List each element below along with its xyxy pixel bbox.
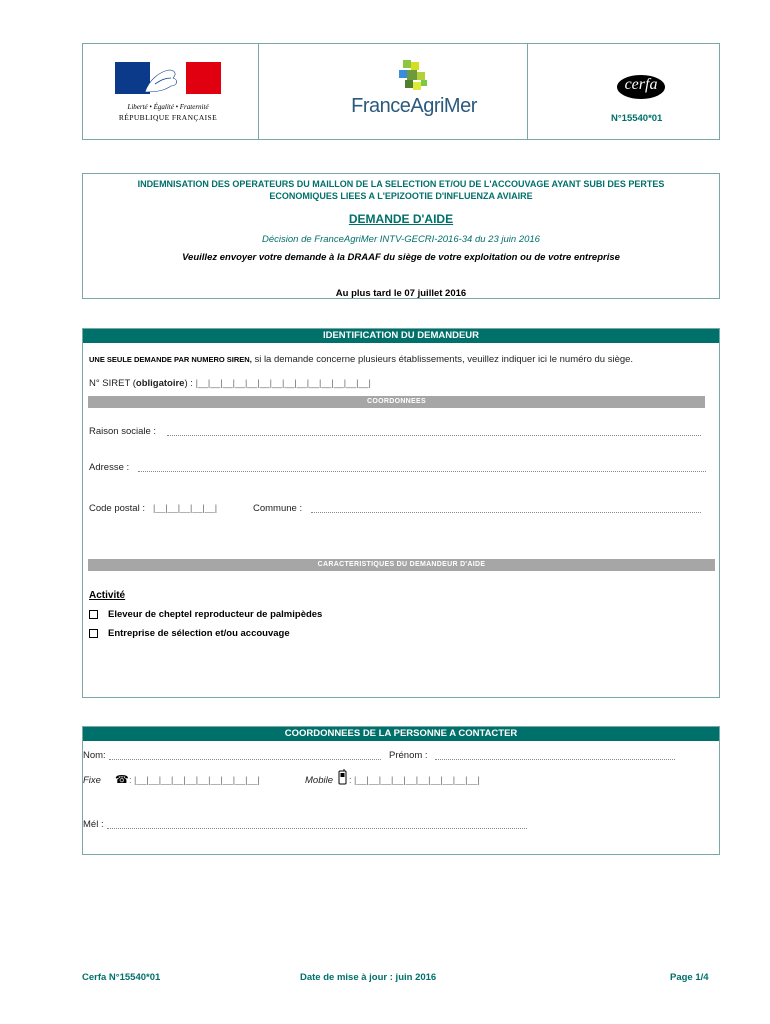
option-eleveur[interactable] — [89, 609, 322, 620]
deadline-text: Au plus tard le 07 juillet 2016 — [335, 288, 467, 299]
siret-required: obligatoire — [135, 378, 185, 389]
code-postal-input[interactable]: |__|__|__|__|__| — [153, 503, 218, 513]
telephone-icon: ☎ — [115, 774, 129, 786]
header-logos — [82, 43, 720, 140]
option-eleveur-label: Eleveur de cheptel reproducteur de palmipèdes — [108, 609, 323, 620]
commune-label: Commune : — [253, 503, 303, 514]
prenom-input[interactable] — [435, 759, 675, 760]
instruction-text: Veuillez envoyer votre demande à la DRAAF du siège de votre exploitation ou de votre entreprise — [182, 252, 620, 263]
cerfa-number: N°15540*01 — [611, 113, 663, 124]
mel-label: Mél : — [83, 819, 104, 830]
agency-name: FranceAgriMer — [351, 95, 477, 117]
siret-row — [89, 378, 371, 389]
siren-note — [89, 354, 715, 365]
footer-page: Page 1/4 — [670, 972, 709, 983]
checkbox-eleveur[interactable] — [89, 610, 98, 619]
contact-section — [82, 726, 720, 855]
checkbox-selection[interactable] — [89, 629, 98, 638]
republique-logo — [115, 62, 221, 122]
nom-label: Nom: — [83, 750, 106, 761]
fixe-input[interactable]: : |__|__|__|__|__|__|__|__|__|__| — [129, 775, 260, 785]
cerfa-logo — [616, 74, 666, 105]
decision-reference: Décision de FranceAgriMer INTV-GECRI-2016-34 du 23 juin 2016 — [262, 234, 540, 245]
franceagrimer-mosaic-icon — [397, 60, 431, 92]
fixe-label: Fixe — [83, 775, 101, 786]
title-block — [82, 173, 720, 299]
footer-cerfa: Cerfa N°15540*01 — [82, 972, 161, 983]
caracteristiques-band: CARACTERISTIQUES DU DEMANDEUR D'AIDE — [88, 559, 715, 571]
marianne-flag-icon — [115, 62, 221, 94]
option-selection[interactable] — [89, 628, 290, 639]
title-line1: INDEMNISATION DES OPERATEURS DU MAILLON DE LA SELECTION ET/OU DE L'ACCOUVAGE AYANT SUBI DES PERTES — [137, 179, 665, 189]
prenom-label: Prénom : — [389, 750, 428, 761]
mobile-phone-icon — [338, 769, 347, 785]
mobile-input[interactable]: : |__|__|__|__|__|__|__|__|__|__| — [349, 775, 480, 785]
option-selection-label: Entreprise de sélection et/ou accouvage — [108, 628, 290, 639]
adresse-label: Adresse : — [89, 462, 130, 473]
siret-label: N° SIRET ( — [89, 378, 136, 389]
siret-input[interactable]: |__|__|__|__|__|__|__|__|__|__|__|__|__|__| — [195, 378, 371, 388]
siren-prefix: UNE SEULE DEMANDE PAR NUMERO SIREN, — [89, 355, 252, 364]
coordonnees-band: COORDONNEES — [88, 396, 705, 408]
form-name: DEMANDE D'AIDE — [348, 212, 454, 226]
franceagrimer-logo — [349, 60, 479, 118]
footer-date: Date de mise à jour : juin 2016 — [300, 972, 437, 983]
siret-suffix: ) : — [184, 378, 193, 389]
section-title-identification: IDENTIFICATION DU DEMANDEUR — [83, 329, 719, 343]
adresse-input[interactable] — [138, 471, 706, 472]
nom-input[interactable] — [109, 759, 381, 760]
commune-input[interactable] — [311, 512, 701, 513]
mobile-label: Mobile — [305, 775, 333, 786]
cerfa-logo-text: cerfa — [624, 76, 658, 93]
republique-motto: Liberté • Égalité • Fraternité — [127, 103, 209, 111]
code-postal-label: Code postal : — [89, 503, 145, 514]
title-line2: ECONOMIQUES LIEES A L'EPIZOOTIE D'INFLUENZA AVIAIRE — [269, 191, 533, 201]
mel-input[interactable] — [107, 828, 527, 829]
raison-sociale-label: Raison sociale : — [89, 426, 157, 437]
activite-label: Activité — [89, 590, 126, 601]
republique-name: RÉPUBLIQUE FRANÇAISE — [118, 113, 218, 122]
siren-note-text: si la demande concerne plusieurs établissements, veuillez indiquer ici le numéro du siège. — [254, 354, 634, 365]
section-title-contact: COORDONNEES DE LA PERSONNE A CONTACTER — [83, 727, 719, 741]
identification-section — [82, 328, 720, 698]
raison-sociale-input[interactable] — [167, 435, 701, 436]
